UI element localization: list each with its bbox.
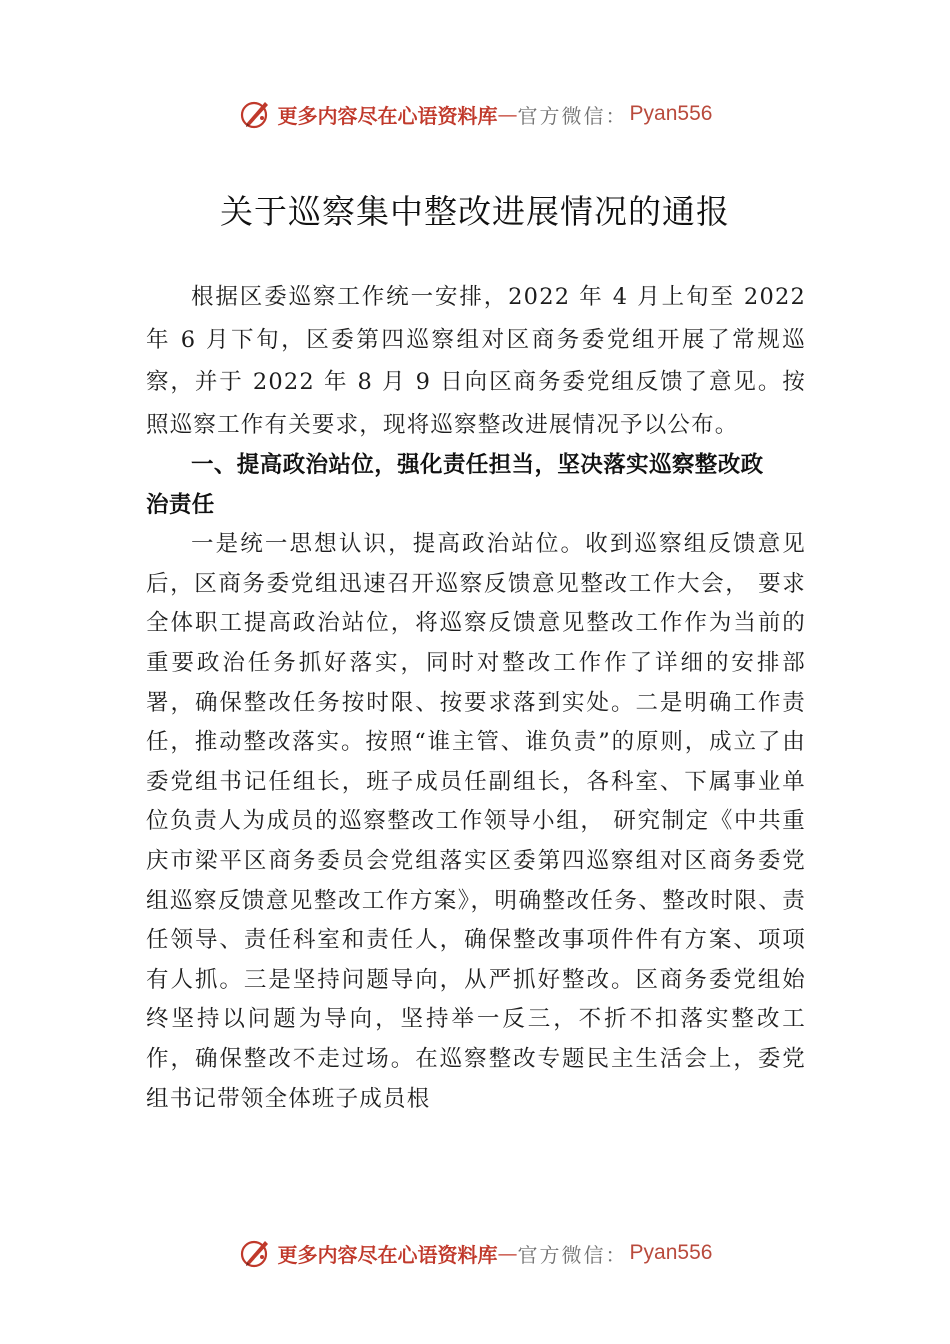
section-1-paragraph: 一是统一思想认识，提高政治站位。收到巡察组反馈意见后，区商务委党组迅速召开巡察反馈意见整改工作大会， 要求全体职工提高政治站位，将巡察反馈意见整改工作作为当前的重要政治任务抓好落实，同时对整改工作作了详细的安排部署，确保整改任务按时限、按要求落到实处。二是明确工作责任，推动整改落实。按照“谁主管、谁负责”的原则，成立了由委党组书记任组长，班子成员任副组长，各科室、下属事业单位负责人为成员的巡察整改工作领导小组， 研究制定《中共重庆市梁平区商务委员会党组落实区委第四巡察组对区商务委党组巡察反馈意见整改工作方案》，明确整改任务、整改时限、责任领导、责任科室和责任人，确保整改事项件件有方案、项项有人抓。三是坚持问题导向，从严抓好整改。区商务委党组始终坚持以问题为导向，坚持举一反三，不折不扣落实整改工作，确保整改不走过场。在巡察整改专题民主生活会上，委党组书记带领全体班子成员根 — [146, 531, 806, 1112]
banner-wechat-id: Pyan556 — [629, 102, 713, 125]
document-title: 关于巡察集中整改进展情况的通报 — [220, 192, 730, 231]
banner-library-text: 更多内容尽在心语资料库 — [277, 1242, 498, 1267]
banner-wechat-label: 官方微信： — [517, 103, 628, 128]
footer-watermark-banner — [0, 1233, 950, 1273]
banner-library-text: 更多内容尽在心语资料库 — [277, 103, 498, 128]
pen-logo-icon — [238, 1236, 272, 1270]
intro-paragraph: 根据区委巡察工作统一安排，2022 年 4 月上旬至 2022 年 6 月下旬，区委第四巡察组对区商务委党组开展了常规巡察，并于 2022 年 8 月 9 日向区商务委党组反馈了意见。按照巡察工作有关要求，现将巡察整改进展情况予以公布。 — [146, 284, 806, 438]
banner-dash: — — [497, 102, 518, 126]
banner-wechat-label: 官方微信： — [517, 1242, 628, 1267]
section-1-heading: 一、提高政治站位，强化责任担当，坚决落实巡察整改政治责任 — [146, 452, 764, 518]
banner-dash: — — [497, 1241, 518, 1265]
header-watermark-banner — [0, 94, 950, 134]
document-body — [146, 276, 806, 1119]
banner-wechat-id: Pyan556 — [629, 1241, 713, 1264]
pen-logo-icon — [238, 97, 272, 131]
